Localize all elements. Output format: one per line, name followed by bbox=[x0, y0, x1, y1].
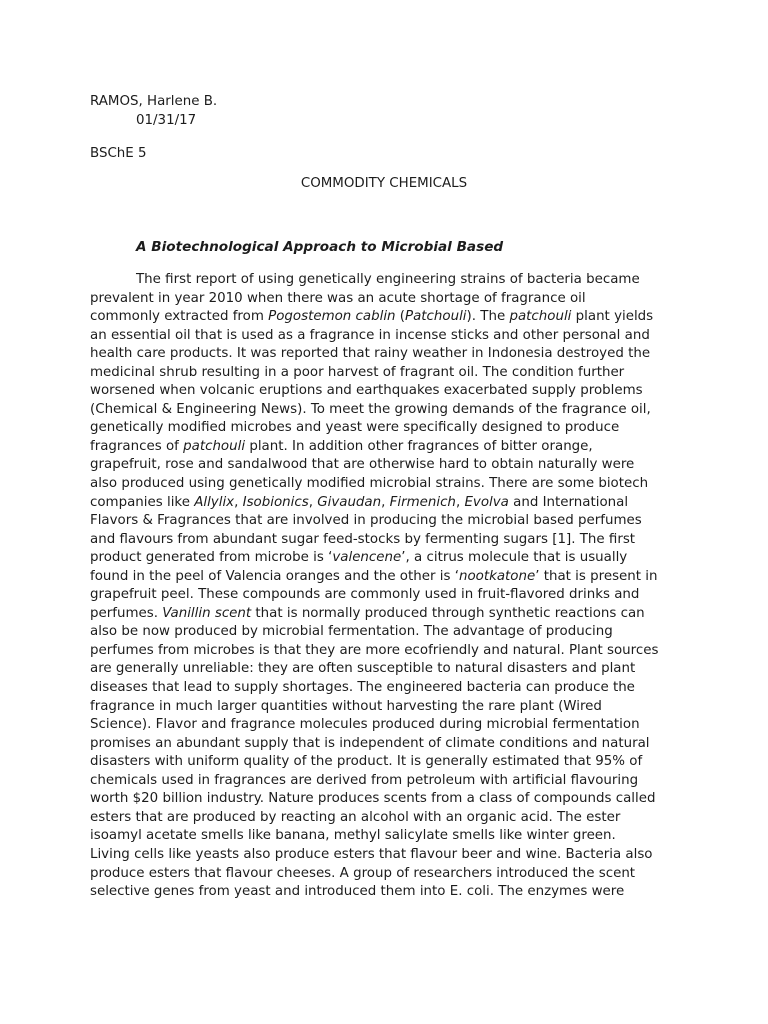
body-line: disasters with uniform quality of the product. It is generally estimated that 95% of bbox=[90, 754, 643, 770]
body-line: fragrances of patchouli plant. In addition other fragrances of bitter orange, bbox=[90, 438, 593, 454]
body-line: selective genes from yeast and introduced them into E. coli. The enzymes were bbox=[90, 884, 625, 900]
body-line: diseases that lead to supply shortages. The engineered bacteria can produce the bbox=[90, 680, 635, 696]
body-line: product generated from microbe is ‘valencene’, a citrus molecule that is usually bbox=[90, 550, 628, 566]
body-line: produce esters that flavour cheeses. A group of researchers introduced the scent bbox=[90, 865, 636, 881]
body-line: grapefruit, rose and sandalwood that are otherwise hard to obtain naturally were bbox=[90, 457, 635, 473]
body-line: companies like Allylix, Isobionics, Givaudan, Firmenich, Evolva and International bbox=[90, 494, 629, 510]
author-name: RAMOS, Harlene B. bbox=[90, 94, 218, 109]
body-line: (Chemical & Engineering News). To meet the growing demands of the fragrance oil, bbox=[90, 401, 651, 417]
body-line: also be now produced by microbial fermentation. The advantage of producing bbox=[90, 624, 613, 640]
body-line: an essential oil that is used as a fragrance in incense sticks and other personal and bbox=[90, 327, 650, 343]
body-line: worth $20 billion industry. Nature produces scents from a class of compounds called bbox=[90, 791, 656, 807]
body-line: health care products. It was reported that rainy weather in Indonesia destroyed the bbox=[90, 346, 651, 362]
body-line: and flavours from abundant sugar feed-stocks by fermenting sugars [1]. The first bbox=[90, 531, 636, 547]
document-title bbox=[0, 175, 768, 194]
body-line: prevalent in year 2010 when there was an acute shortage of fragrance oil bbox=[90, 290, 586, 306]
body-line: Science). Flavor and fragrance molecules produced during microbial fermentation bbox=[90, 717, 640, 733]
document-date: 01/31/17 bbox=[136, 113, 197, 128]
body-line: esters that are produced by reacting an alcohol with an organic acid. The ester bbox=[90, 809, 621, 825]
document-title-text: COMMODITY CHEMICALS bbox=[300, 176, 468, 191]
body-line: genetically modified microbes and yeast were specifically designed to produce bbox=[90, 420, 620, 436]
course-label: BSChE 5 bbox=[90, 146, 147, 161]
body-line: perfumes from microbes is that they are more ecofriendly and natural. Plant sources bbox=[90, 642, 659, 658]
body-line: Flavors & Fragrances that are involved in producing the microbial based perfumes bbox=[90, 513, 642, 529]
body-line: commonly extracted from Pogostemon cablin (Patchouli). The patchouli plant yields bbox=[90, 309, 654, 325]
body-paragraph bbox=[90, 271, 690, 902]
body-line: isoamyl acetate smells like banana, methyl salicylate smells like winter green. bbox=[90, 828, 616, 844]
body-line: chemicals used in fragrances are derived from petroleum with artificial flavouring bbox=[90, 772, 639, 788]
body-line: found in the peel of Valencia oranges and the other is ‘nootkatone’ that is present in bbox=[90, 568, 658, 584]
body-line: are generally unreliable: they are often susceptible to natural disasters and plant bbox=[90, 661, 636, 677]
body-line: promises an abundant supply that is independent of climate conditions and natural bbox=[90, 735, 650, 751]
body-line: also produced using genetically modified microbial strains. There are some biotech bbox=[90, 476, 649, 492]
body-line: Living cells like yeasts also produce esters that flavour beer and wine. Bacteria also bbox=[90, 846, 653, 862]
body-line: worsened when volcanic eruptions and earthquakes exacerbated supply problems bbox=[90, 383, 643, 399]
body-line: grapefruit peel. These compounds are commonly used in fruit-flavored drinks and bbox=[90, 587, 640, 603]
body-line: fragrance in much larger quantities without harvesting the rare plant (Wired bbox=[90, 698, 602, 714]
body-line: perfumes. Vanillin scent that is normally produced through synthetic reactions can bbox=[90, 605, 645, 621]
body-line: medicinal shrub resulting in a poor harvest of fragrant oil. The condition further bbox=[90, 364, 625, 380]
body-line: The first report of using genetically engineering strains of bacteria became bbox=[136, 272, 640, 287]
section-subtitle: A Biotechnological Approach to Microbial Based bbox=[136, 239, 504, 255]
